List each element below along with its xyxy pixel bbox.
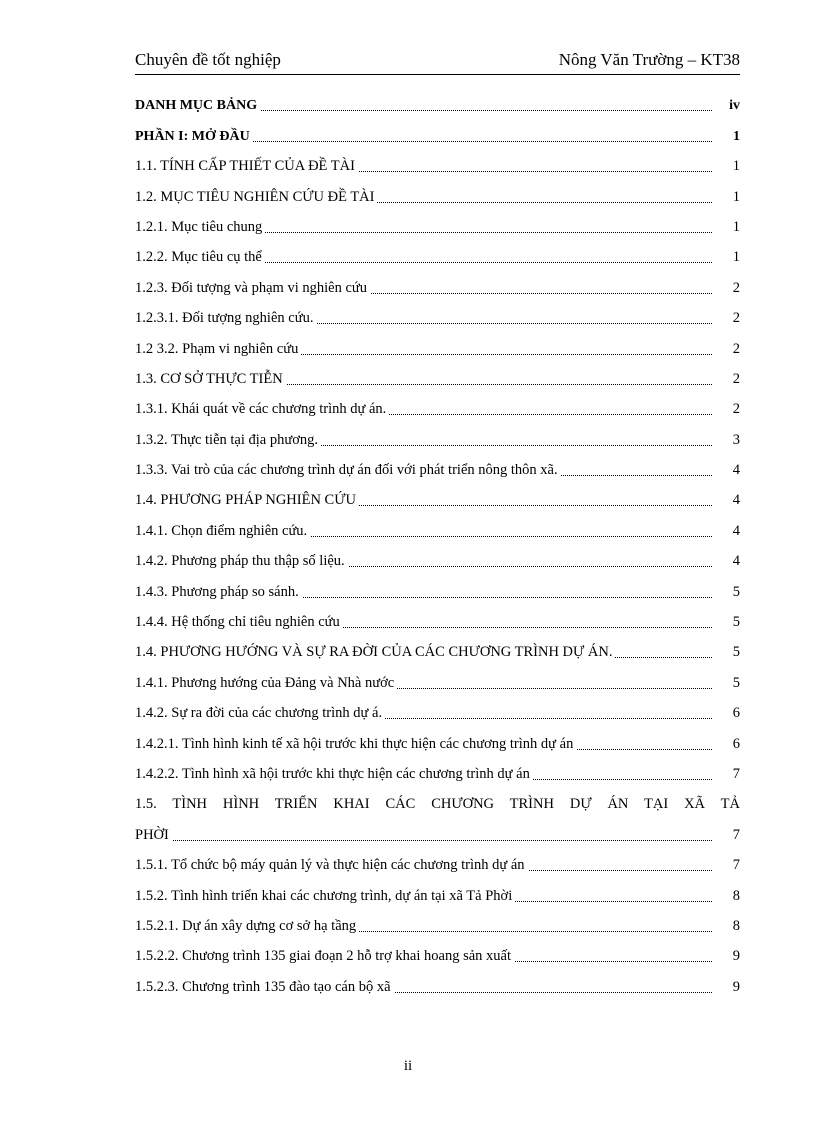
toc-entry[interactable] [135, 424, 740, 454]
toc-entry[interactable] [135, 607, 740, 637]
toc-entry[interactable] [135, 242, 740, 272]
toc-entry[interactable] [135, 850, 740, 880]
toc-entry-title: 1.2.3. Đối tượng và phạm vi nghiên cứu [135, 280, 370, 297]
toc-entry-title: PHẦN I: MỞ ĐẦU [135, 129, 253, 145]
toc-entry-title: 1.3.1. Khái quát về các chương trình dự án. [135, 401, 389, 418]
toc-entry-title: 1.4.2.2. Tình hình xã hội trước khi thực hiện các chương trình dự án [135, 766, 533, 783]
toc-entry-title: 1.2.1. Mục tiêu chung [135, 219, 265, 236]
toc-entry[interactable] [135, 120, 740, 150]
toc-entry[interactable] [135, 90, 740, 120]
toc-entry-page: 1 [732, 188, 740, 205]
toc-entry[interactable] [135, 151, 740, 181]
toc-entry-title: 1.3.3. Vai trò của các chương trình dự án đối với phát triển nông thôn xã. [135, 462, 561, 479]
toc-entry[interactable] [135, 212, 740, 242]
toc-entry[interactable] [135, 637, 740, 667]
toc-entry-page: 9 [732, 978, 740, 995]
toc-entry-page: 1 [732, 249, 740, 266]
toc-entry-title: 1.5. TÌNH HÌNH TRIỂN KHAI CÁC CHƯƠNG TRÌNH DỰ ÁN TẠI XÃ TẢ [135, 796, 740, 813]
toc-entry-title: 1.5.2. Tình hình triển khai các chương trình, dự án tại xã Tả Phời [135, 888, 515, 905]
toc-entry-page: 2 [732, 370, 740, 387]
toc-entry-page: 1 [732, 158, 740, 175]
toc-entry-title: 1.4.1. Chọn điểm nghiên cứu. [135, 523, 310, 540]
toc-entry[interactable] [135, 941, 740, 971]
toc-entry[interactable] [135, 303, 740, 333]
toc-entry-page: 4 [732, 462, 740, 479]
toc-entry[interactable] [135, 880, 740, 910]
toc-entry-page: 4 [732, 553, 740, 570]
toc-entry-title: 1.2. MỤC TIÊU NGHIÊN CỨU ĐỀ TÀI [135, 189, 377, 206]
toc-entry[interactable] [135, 272, 740, 302]
toc-entry-page: 2 [732, 340, 740, 357]
toc-entry-title: 1.4. PHƯƠNG HƯỚNG VÀ SỰ RA ĐỜI CỦA CÁC CHƯƠNG TRÌNH DỰ ÁN. [135, 644, 615, 661]
toc-entry-title: 1.2.3.1. Đối tượng nghiên cứu. [135, 310, 316, 327]
toc-entry-title: 1.1. TÍNH CẤP THIẾT CỦA ĐỀ TÀI [135, 158, 358, 175]
toc-entry[interactable] [135, 667, 740, 697]
toc-entry-title: 1.4.2. Sự ra đời của các chương trình dự á. [135, 705, 385, 722]
toc-entry-title: 1.3. CƠ SỞ THỰC TIỄN [135, 371, 286, 388]
toc-entry[interactable] [135, 333, 740, 363]
toc-entry-page: 2 [732, 401, 740, 418]
toc-entry[interactable] [135, 728, 740, 758]
toc-entry-page: 5 [732, 583, 740, 600]
toc-entry-title: 1.4.3. Phương pháp so sánh. [135, 584, 302, 601]
toc-entry[interactable] [135, 819, 740, 849]
toc-entry-page: 2 [732, 279, 740, 296]
toc-entry[interactable] [135, 455, 740, 485]
header-author: Nông Văn Trường – KT38 [558, 50, 740, 69]
toc-entry-title: PHỜI [135, 827, 172, 844]
toc-entry-page: iv [729, 98, 740, 114]
toc-entry[interactable] [135, 546, 740, 576]
toc-entry-page: 5 [732, 614, 740, 631]
toc-entry-page: 8 [732, 887, 740, 904]
toc-entry-page: 3 [732, 431, 740, 448]
toc-entry-title: 1.2 3.2. Phạm vi nghiên cứu [135, 341, 301, 358]
toc-entry-title: 1.5.2.1. Dự án xây dựng cơ sở hạ tầng [135, 918, 359, 935]
toc-entry-title: 1.2.2. Mục tiêu cụ thể [135, 249, 265, 266]
toc-entry-title: 1.4. PHƯƠNG PHÁP NGHIÊN CỨU [135, 492, 359, 509]
toc-entry-title: 1.3.2. Thực tiễn tại địa phương. [135, 432, 321, 449]
page-header [135, 48, 740, 75]
toc-entry[interactable] [135, 789, 740, 819]
toc-entry-page: 7 [732, 765, 740, 782]
toc-entry-page: 6 [732, 705, 740, 722]
toc-entry-page: 9 [732, 948, 740, 965]
header-title: Chuyên đề tốt nghiệp [135, 50, 281, 69]
toc-entry[interactable] [135, 515, 740, 545]
page-number: ii [403, 1058, 413, 1074]
toc-entry-title: 1.4.1. Phương hướng của Đảng và Nhà nước [135, 675, 397, 692]
toc-entry-title: 1.4.2. Phương pháp thu thập số liệu. [135, 553, 348, 570]
toc-entry-title: 1.4.2.1. Tình hình kinh tế xã hội trước khi thực hiện các chương trình dự án [135, 736, 576, 753]
toc-entry-page: 5 [732, 674, 740, 691]
toc-entry[interactable] [135, 394, 740, 424]
toc-entry[interactable] [135, 364, 740, 394]
toc-entry[interactable] [135, 759, 740, 789]
toc-entry-page: 5 [732, 644, 740, 661]
toc-entry-page: 7 [732, 857, 740, 874]
toc-entry[interactable] [135, 971, 740, 1001]
toc-entry[interactable] [135, 576, 740, 606]
toc-entry-page: 7 [732, 826, 740, 843]
toc-entry-page: 4 [732, 492, 740, 509]
toc-entry-title: 1.4.4. Hệ thống chỉ tiêu nghiên cứu [135, 614, 343, 631]
toc-entry[interactable] [135, 698, 740, 728]
toc-entry-page: 2 [732, 310, 740, 327]
toc-entry-title: 1.5.2.2. Chương trình 135 giai đoạn 2 hỗ trợ khai hoang sản xuất [135, 948, 514, 965]
toc-entry-title: DANH MỤC BẢNG [135, 98, 260, 114]
toc-entry-title: 1.5.2.3. Chương trình 135 đào tạo cán bộ xã [135, 979, 394, 996]
toc-entry-page: 6 [732, 735, 740, 752]
table-of-contents [135, 90, 740, 1002]
toc-entry[interactable] [135, 485, 740, 515]
toc-entry[interactable] [135, 181, 740, 211]
toc-entry-page: 1 [732, 218, 740, 235]
toc-entry[interactable] [135, 911, 740, 941]
toc-entry-page: 8 [732, 917, 740, 934]
toc-entry-title: 1.5.1. Tổ chức bộ máy quản lý và thực hiện các chương trình dự án [135, 857, 528, 874]
toc-entry-page: 4 [732, 522, 740, 539]
toc-entry-page: 1 [733, 128, 740, 144]
